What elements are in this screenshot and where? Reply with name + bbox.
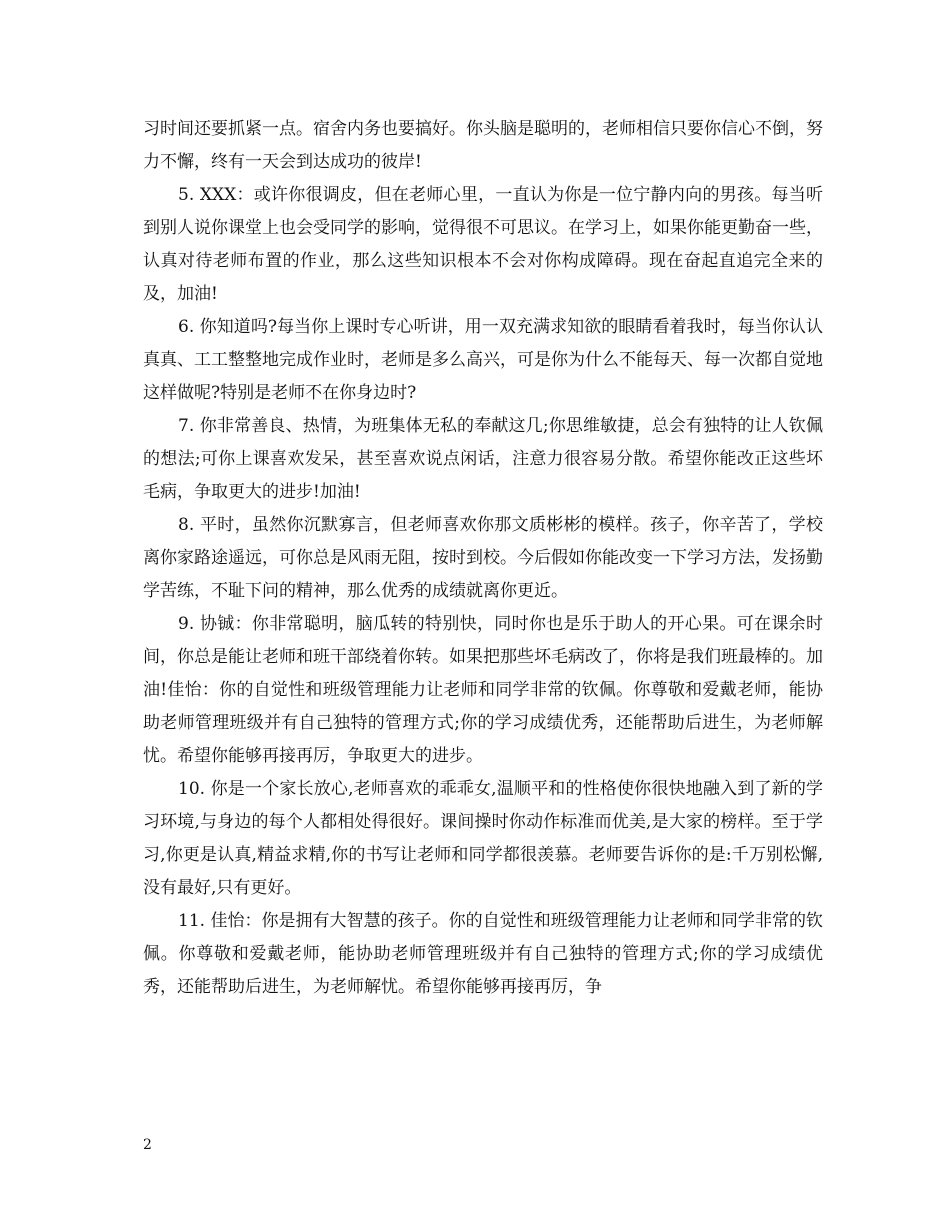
paragraph-item-11: 11. 佳怡：你是拥有大智慧的孩子。你的自觉性和班级管理能力让老师和同学非常的钦佩。你尊敬和爱戴老师，能协助老师管理班级并有自己独特的管理方式;你的学习成绩优秀，还能帮助后进生，为老师解忧。希望你能够再接再厉，争	[143, 911, 823, 997]
paragraph-item-8: 8. 平时，虽然你沉默寡言，但老师喜欢你那文质彬彬的模样。孩子，你辛苦了，学校离你家路途遥远，可你总是风雨无阻，按时到校。今后假如你能改变一下学习方法，发扬勤学苦练，不耻下问的精神，那么优秀的成绩就离你更近。	[143, 515, 823, 601]
paragraph-item-10: 10. 你是一个家长放心,老师喜欢的乖乖女,温顺平和的性格使你很快地融入到了新的学习环境,与身边的每个人都相处得很好。课间操时你动作标准而优美,是大家的榜样。至于学习,你更是认真,精益求精,你的书写让老师和同学都很羡慕。老师要告诉你的是:千万别松懈,没有最好,只有更好。	[143, 779, 823, 898]
document-body	[143, 113, 823, 1004]
paragraph-item-9: 9. 协铖：你非常聪明，脑瓜转的特别快，同时你也是乐于助人的开心果。可在课余时间，你总是能让老师和班干部绕着你转。如果把那些坏毛病改了，你将是我们班最棒的。加油!佳怡：你的自觉性和班级管理能力让老师和同学非常的钦佩。你尊敬和爱戴老师，能协助老师管理班级并有自己独特的管理方式;你的学习成绩优秀，还能帮助后进生，为老师解忧。希望你能够再接再厉，争取更大的进步。	[143, 614, 823, 766]
page-number: 2	[143, 1137, 152, 1153]
paragraph-item-6: 6. 你知道吗?每当你上课时专心听讲，用一双充满求知欲的眼睛看着我时，每当你认认真真、工工整整地完成作业时，老师是多么高兴，可是你为什么不能每天、每一次都自觉地这样做呢?特别是老师不在你身边时?	[143, 317, 823, 403]
paragraph-item-5: 5. XXX：或许你很调皮，但在老师心里，一直认为你是一位宁静内向的男孩。每当听到别人说你课堂上也会受同学的影响，觉得很不可思议。在学习上，如果你能更勤奋一些，认真对待老师布置的作业，那么这些知识根本不会对你构成障碍。现在奋起直追完全来的及，加油!	[143, 185, 823, 304]
paragraph-item-7: 7. 你非常善良、热情，为班集体无私的奉献这几;你思维敏捷，总会有独特的让人钦佩的想法;可你上课喜欢发呆，甚至喜欢说点闲话，注意力很容易分散。希望你能改正这些坏毛病，争取更大的进步!加油!	[143, 416, 823, 502]
paragraph-continuation: 习时间还要抓紧一点。宿舍内务也要搞好。你头脑是聪明的，老师相信只要你信心不倒，努力不懈，终有一天会到达成功的彼岸!	[143, 119, 823, 172]
